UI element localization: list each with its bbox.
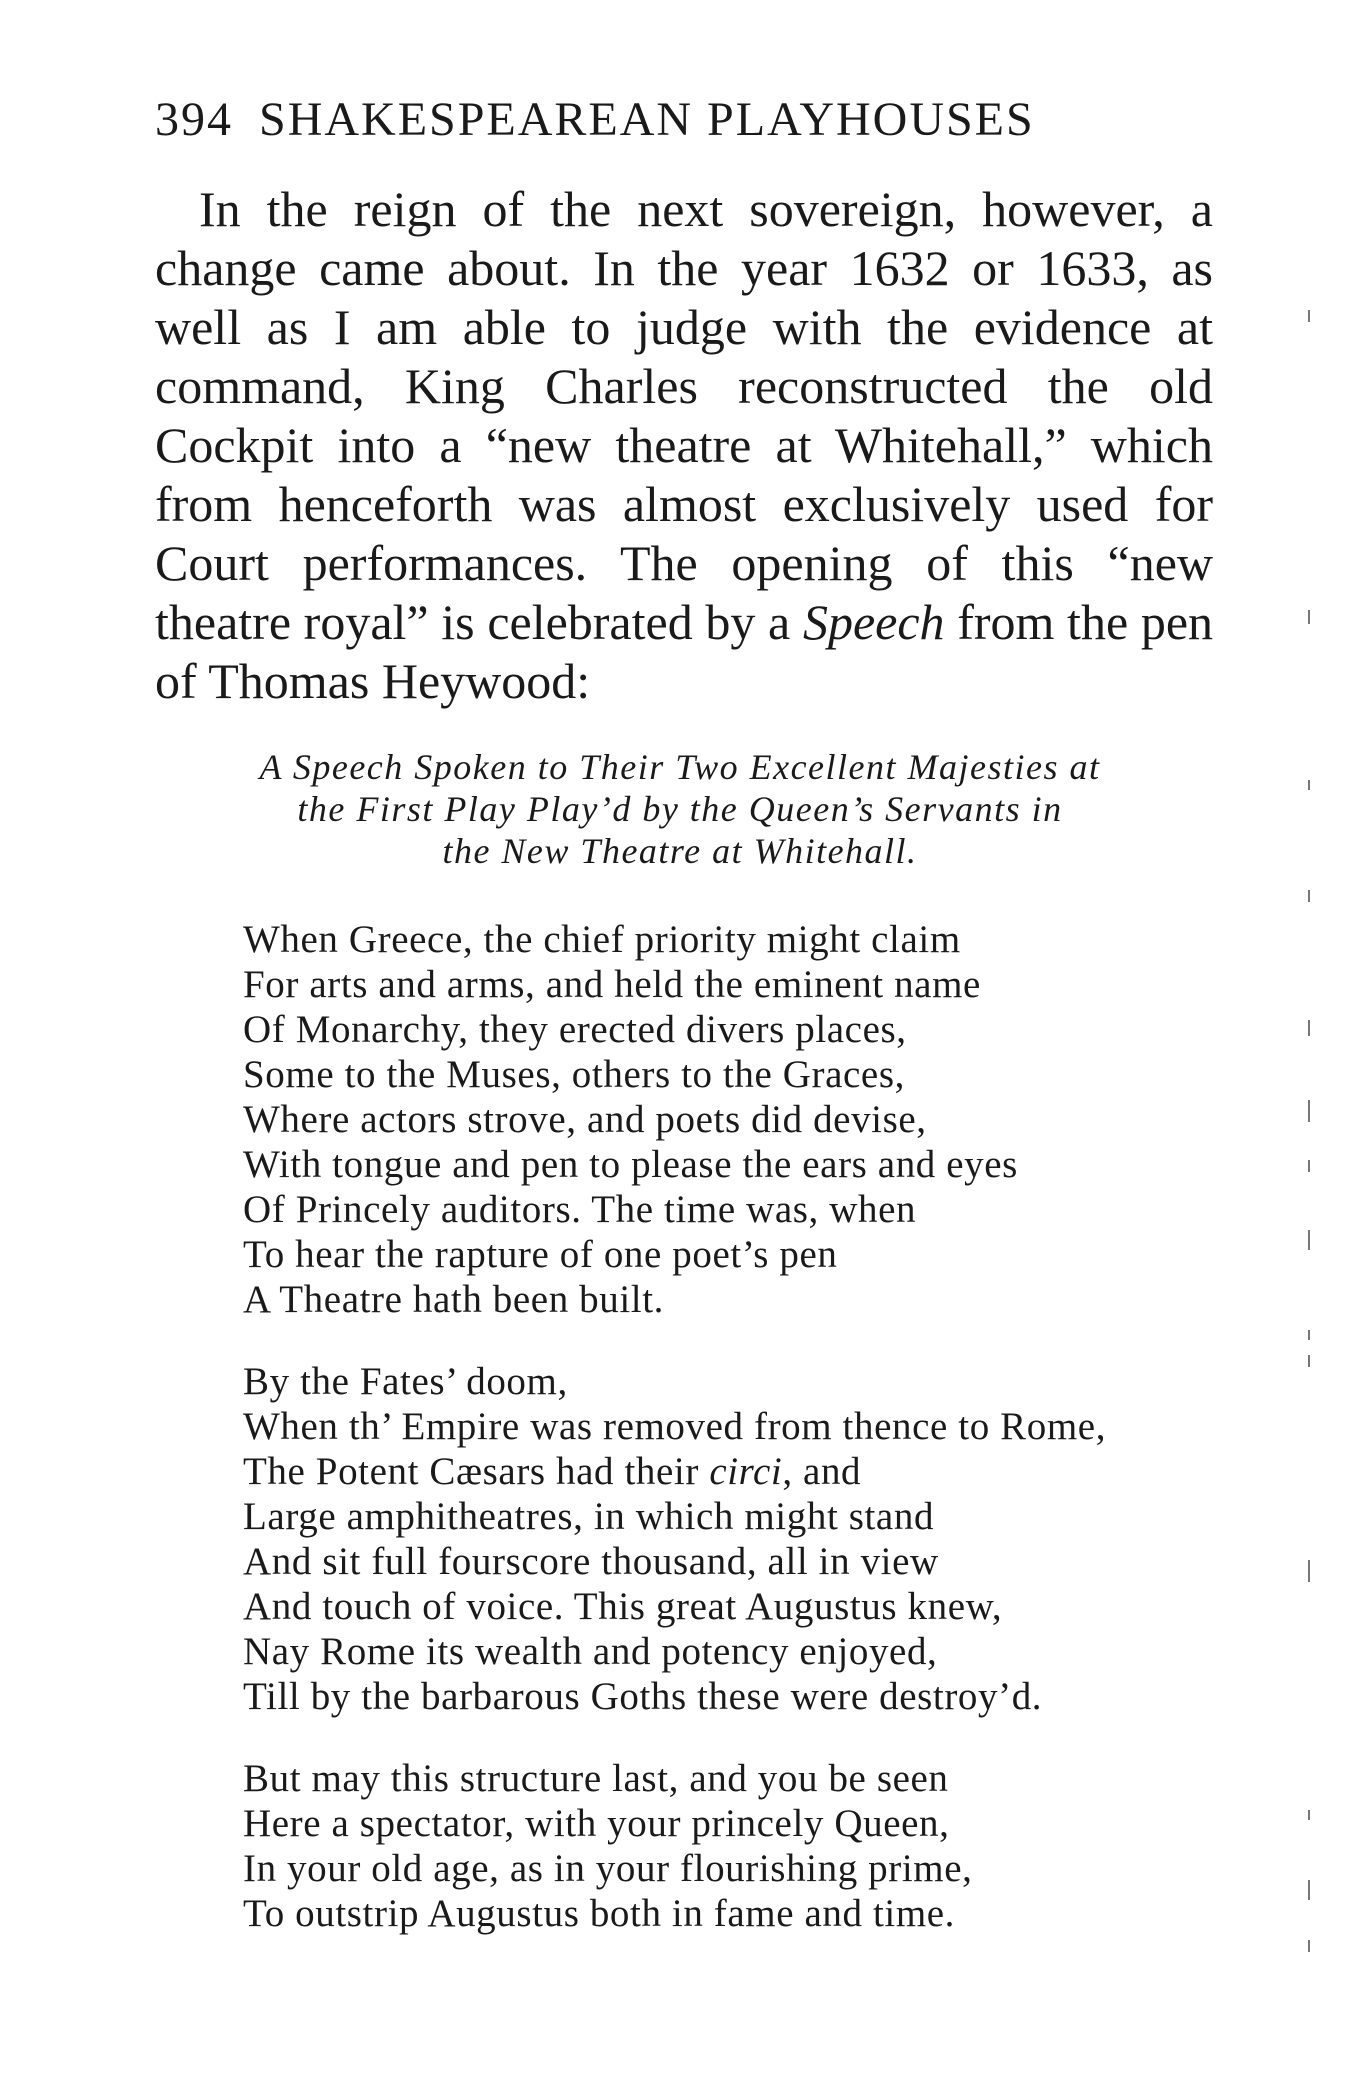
poem-line: For arts and arms, and held the eminent name <box>243 963 981 1006</box>
running-head <box>155 92 1155 147</box>
scan-mark <box>1308 1330 1310 1340</box>
prose-text-1: In the reign of the next sovereign, however, a change came about. In the year 1632 or 1633, as well as I am able to judge with the evidence at command, King Charles reconstructed the old Cockpit into a “new theatre at Whitehall,” which from henceforth was almost exclusively used for Court performances. The opening of this “new theatre royal” is celebrated by a <box>155 181 1213 650</box>
poem-stanza-1 <box>243 917 1243 1322</box>
scan-mark <box>1308 1355 1310 1367</box>
poem-line: Here a spectator, with your princely Queen, <box>243 1802 950 1845</box>
poem-line: Till by the barbarous Goths these were destroy’d. <box>243 1675 1043 1718</box>
scan-mark <box>1308 1020 1310 1036</box>
poem-line: Nay Rome its wealth and potency enjoyed, <box>243 1630 938 1673</box>
poem-line: Some to the Muses, others to the Graces, <box>243 1053 905 1096</box>
poem-stanza-2 <box>243 1359 1243 1719</box>
poem-line: A Theatre hath been built. <box>243 1278 665 1321</box>
gutter-scan-marks <box>1300 300 1320 2000</box>
scan-mark <box>1308 1560 1310 1582</box>
poem-line: Large amphitheatres, in which might stand <box>243 1495 935 1538</box>
poem-line: But may this structure last, and you be seen <box>243 1757 949 1800</box>
poem-line: And sit full fourscore thousand, all in view <box>243 1540 939 1583</box>
prose-speech-word: Speech <box>802 594 945 650</box>
poem-line: When th’ Empire was removed from thence to Rome, <box>243 1405 1107 1448</box>
poem-line: In your old age, as in your flourishing prime, <box>243 1847 973 1890</box>
scan-mark <box>1308 1100 1310 1122</box>
poem-italic-circi: circi <box>709 1450 783 1493</box>
scan-mark <box>1308 780 1310 790</box>
scan-mark <box>1308 890 1310 902</box>
poem-line-text: The Potent Cæsars had their <box>243 1450 710 1493</box>
prose-paragraph <box>155 180 1213 711</box>
speech-title <box>200 746 1160 872</box>
scan-mark <box>1308 1810 1310 1820</box>
scan-mark <box>1308 310 1310 322</box>
running-head-title: SHAKESPEAREAN PLAYHOUSES <box>259 93 1035 146</box>
poem-line <box>243 1449 1243 1494</box>
poem-line: Of Princely auditors. The time was, when <box>243 1188 917 1231</box>
scan-mark <box>1308 610 1310 624</box>
scan-mark <box>1308 1880 1310 1900</box>
poem-stanza-3 <box>243 1756 1243 1936</box>
poem-line: And touch of voice. This great Augustus knew, <box>243 1585 1003 1628</box>
poem-line: To outstrip Augustus both in fame and time. <box>243 1892 956 1935</box>
poem-line: By the Fates’ doom, <box>243 1360 568 1403</box>
scan-mark <box>1308 1160 1310 1172</box>
poem-line: Of Monarchy, they erected divers places, <box>243 1008 907 1051</box>
poem-line: Where actors strove, and poets did devise, <box>243 1098 927 1141</box>
speech-title-line: A Speech Spoken to Their Two Excellent Majesties at <box>259 747 1101 787</box>
page-number: 394 <box>155 93 233 146</box>
poem-line: When Greece, the chief priority might claim <box>243 918 961 961</box>
poem-line: To hear the rapture of one poet’s pen <box>243 1233 838 1276</box>
poem-line-text: , and <box>782 1450 862 1493</box>
scan-mark <box>1308 1230 1310 1250</box>
prose-text-2: from the pen of Thomas Heywood: <box>155 594 1214 709</box>
poem-line: With tongue and pen to please the ears and eyes <box>243 1143 1018 1186</box>
speech-title-line: the New Theatre at Whitehall. <box>442 831 918 871</box>
scan-mark <box>1308 1940 1310 1952</box>
speech-title-line: the First Play Play’d by the Queen’s Servants in <box>297 789 1063 829</box>
